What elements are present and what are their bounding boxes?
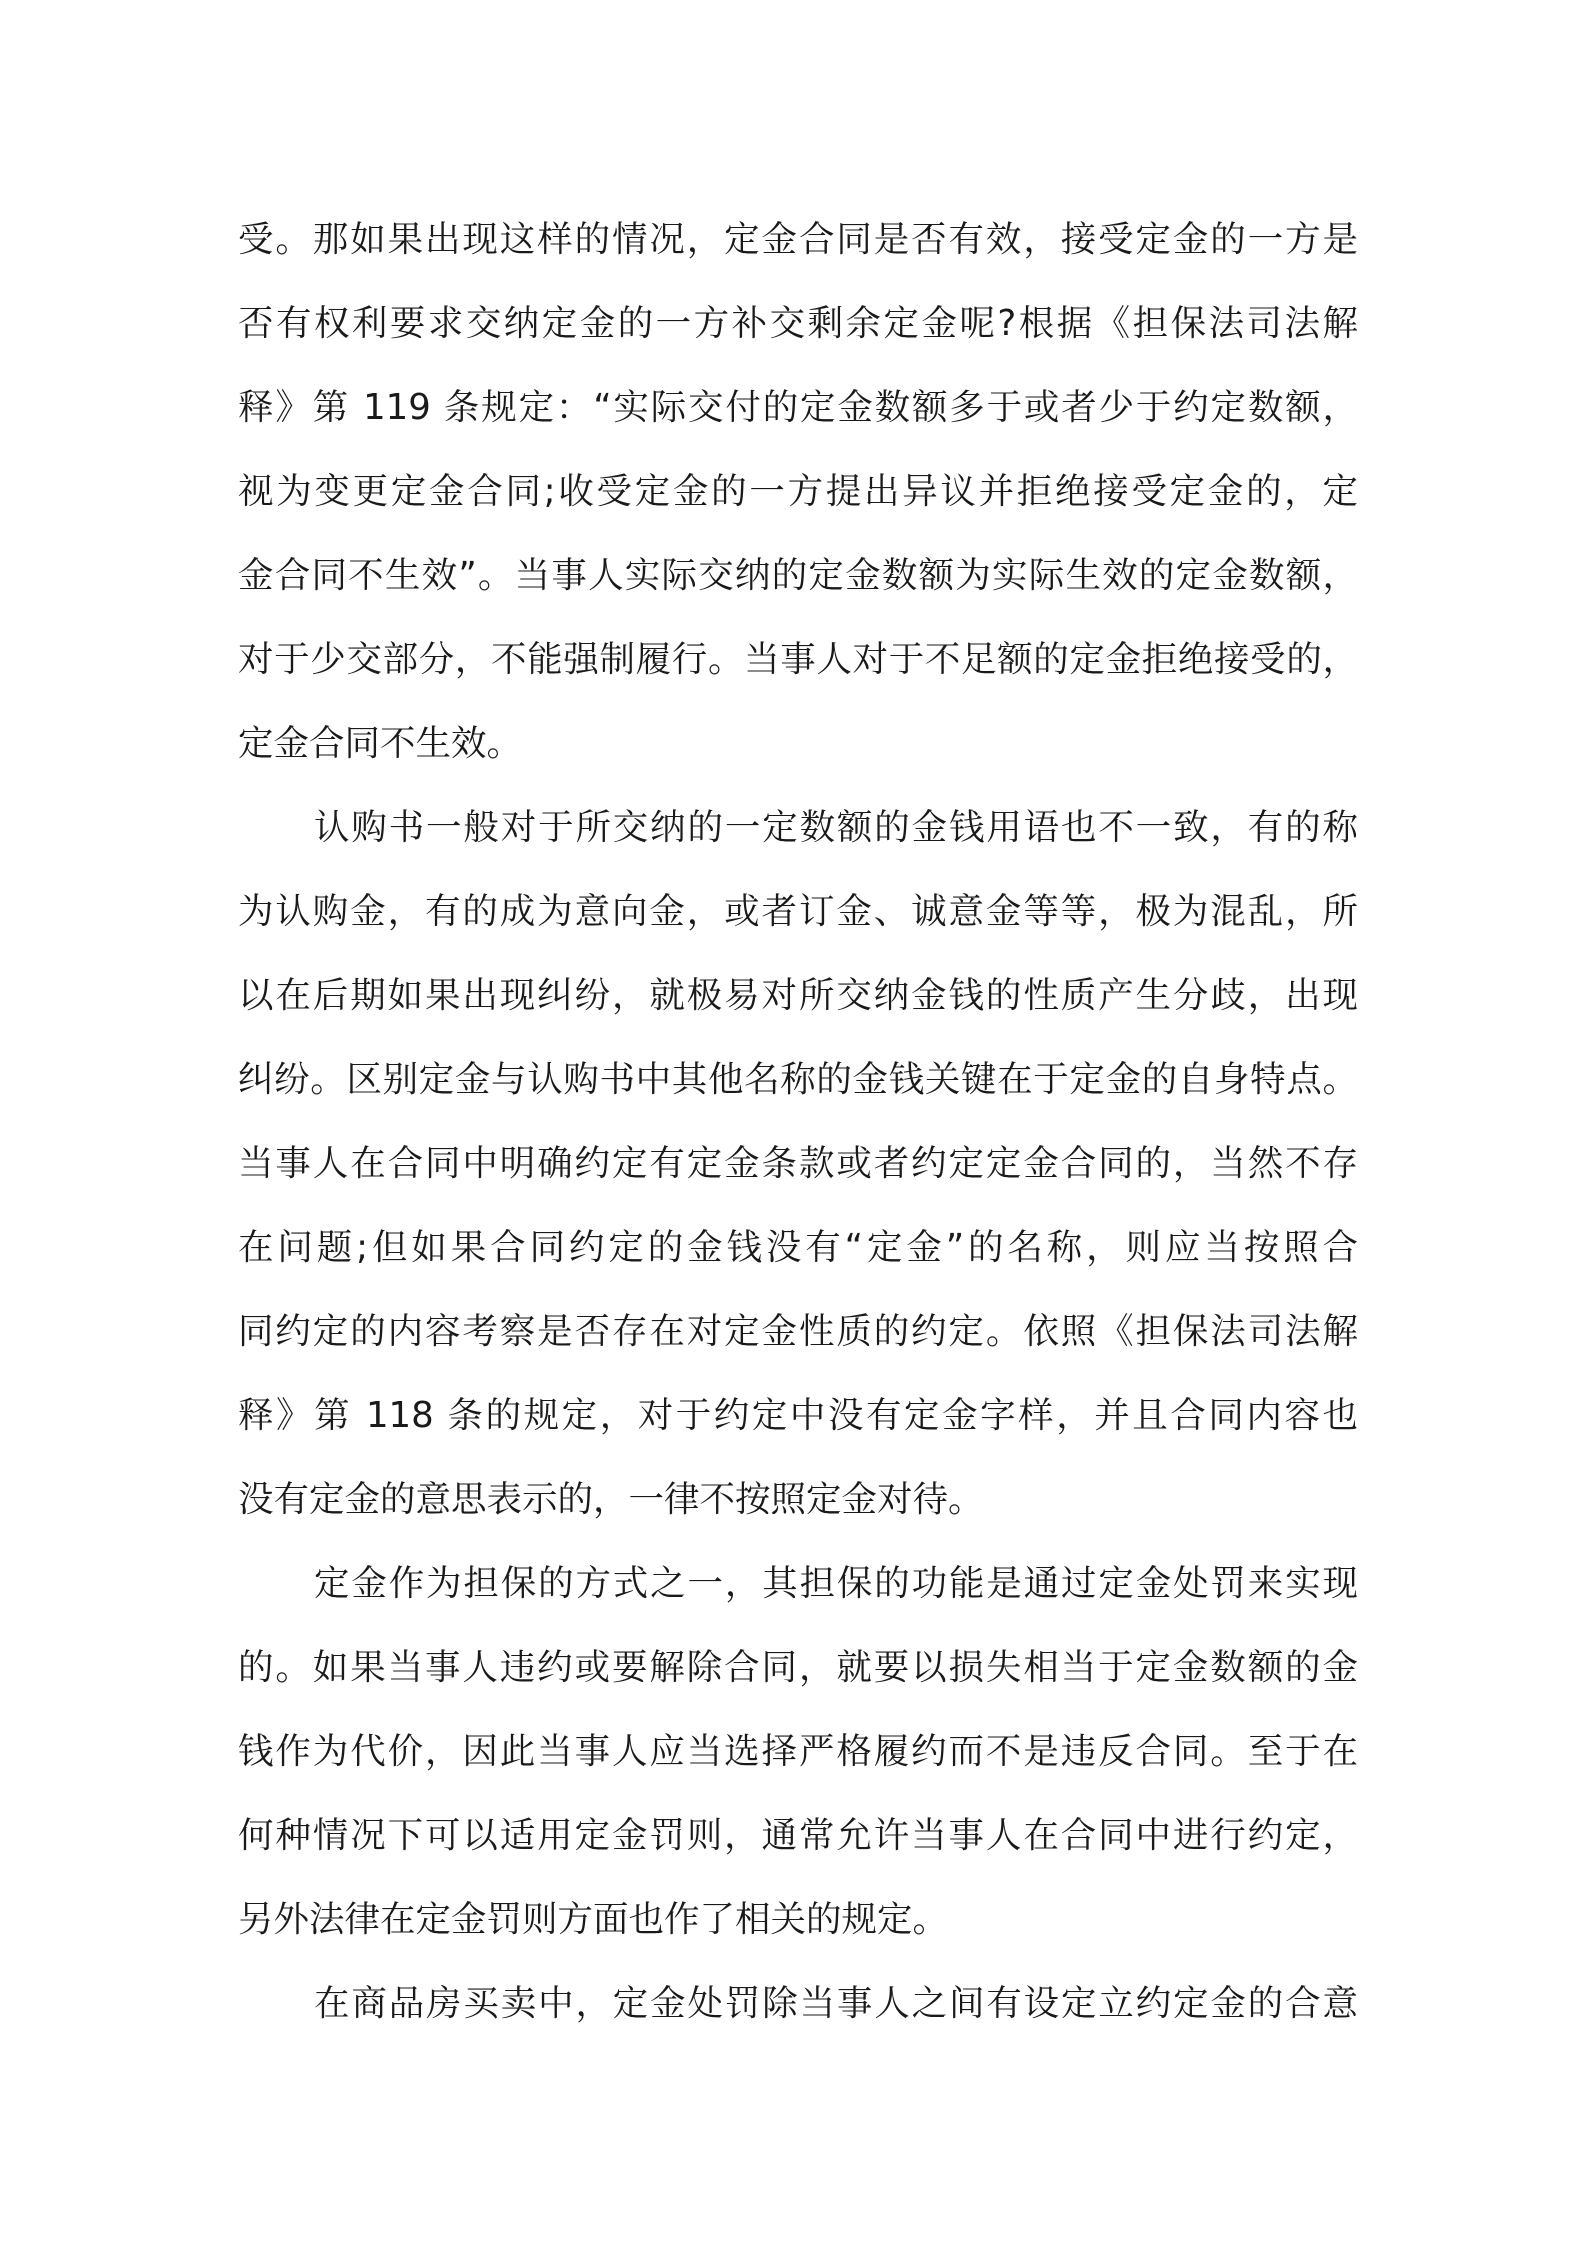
- text-line: 纠纷。区别定金与认购书中其他名称的金钱关键在于定金的自身特点。: [238, 1059, 1358, 1100]
- paragraph-4: [238, 1962, 1358, 2046]
- text-line: 为认购金，有的成为意向金，或者订金、诚意金等等，极为混乱，所: [238, 891, 1358, 932]
- paragraph-3: [238, 1542, 1358, 1962]
- text-line: 以在后期如果出现纠纷，就极易对所交纳金钱的性质产生分歧，出现: [238, 975, 1358, 1016]
- text-line: 视为变更定金合同;收受定金的一方提出异议并拒绝接受定金的，定: [238, 471, 1358, 512]
- text-line: 受。那如果出现这样的情况，定金合同是否有效，接受定金的一方是: [238, 219, 1358, 260]
- text-line: 没有定金的意思表示的，一律不按照定金对待。: [238, 1479, 984, 1520]
- text-line: 在问题;但如果合同约定的金钱没有“定金”的名称，则应当按照合: [238, 1227, 1358, 1268]
- text-line: 认购书一般对于所交纳的一定数额的金钱用语也不一致，有的称: [314, 807, 1358, 848]
- text-line: 在商品房买卖中，定金处罚除当事人之间有设定立约定金的合意: [314, 1983, 1358, 2024]
- body-text: [238, 198, 1358, 2046]
- text-line: 否有权利要求交纳定金的一方补交剩余定金呢?根据《担保法司法解: [238, 303, 1358, 344]
- text-line: 当事人在合同中明确约定有定金条款或者约定定金合同的，当然不存: [238, 1143, 1358, 1184]
- text-line: 同约定的内容考察是否存在对定金性质的约定。依照《担保法司法解: [238, 1311, 1358, 1352]
- text-line: 何种情况下可以适用定金罚则，通常允许当事人在合同中进行约定，: [238, 1815, 1358, 1856]
- paragraph-1: [238, 198, 1358, 786]
- text-line: 钱作为代价，因此当事人应当选择严格履约而不是违反合同。至于在: [238, 1731, 1358, 1772]
- text-line: 另外法律在定金罚则方面也作了相关的规定。: [238, 1899, 949, 1940]
- paragraph-2: [238, 786, 1358, 1542]
- text-line: 释》第 118 条的规定，对于约定中没有定金字样，并且合同内容也: [238, 1395, 1358, 1436]
- text-line: 的。如果当事人违约或要解除合同，就要以损失相当于定金数额的金: [238, 1647, 1358, 1688]
- text-line: 金合同不生效”。当事人实际交纳的定金数额为实际生效的定金数额，: [238, 555, 1358, 596]
- text-line: 对于少交部分，不能强制履行。当事人对于不足额的定金拒绝接受的，: [238, 639, 1358, 680]
- text-line: 定金合同不生效。: [238, 723, 523, 764]
- text-line: 释》第 119 条规定：“实际交付的定金数额多于或者少于约定数额，: [238, 387, 1358, 428]
- text-line: 定金作为担保的方式之一，其担保的功能是通过定金处罚来实现: [314, 1563, 1358, 1604]
